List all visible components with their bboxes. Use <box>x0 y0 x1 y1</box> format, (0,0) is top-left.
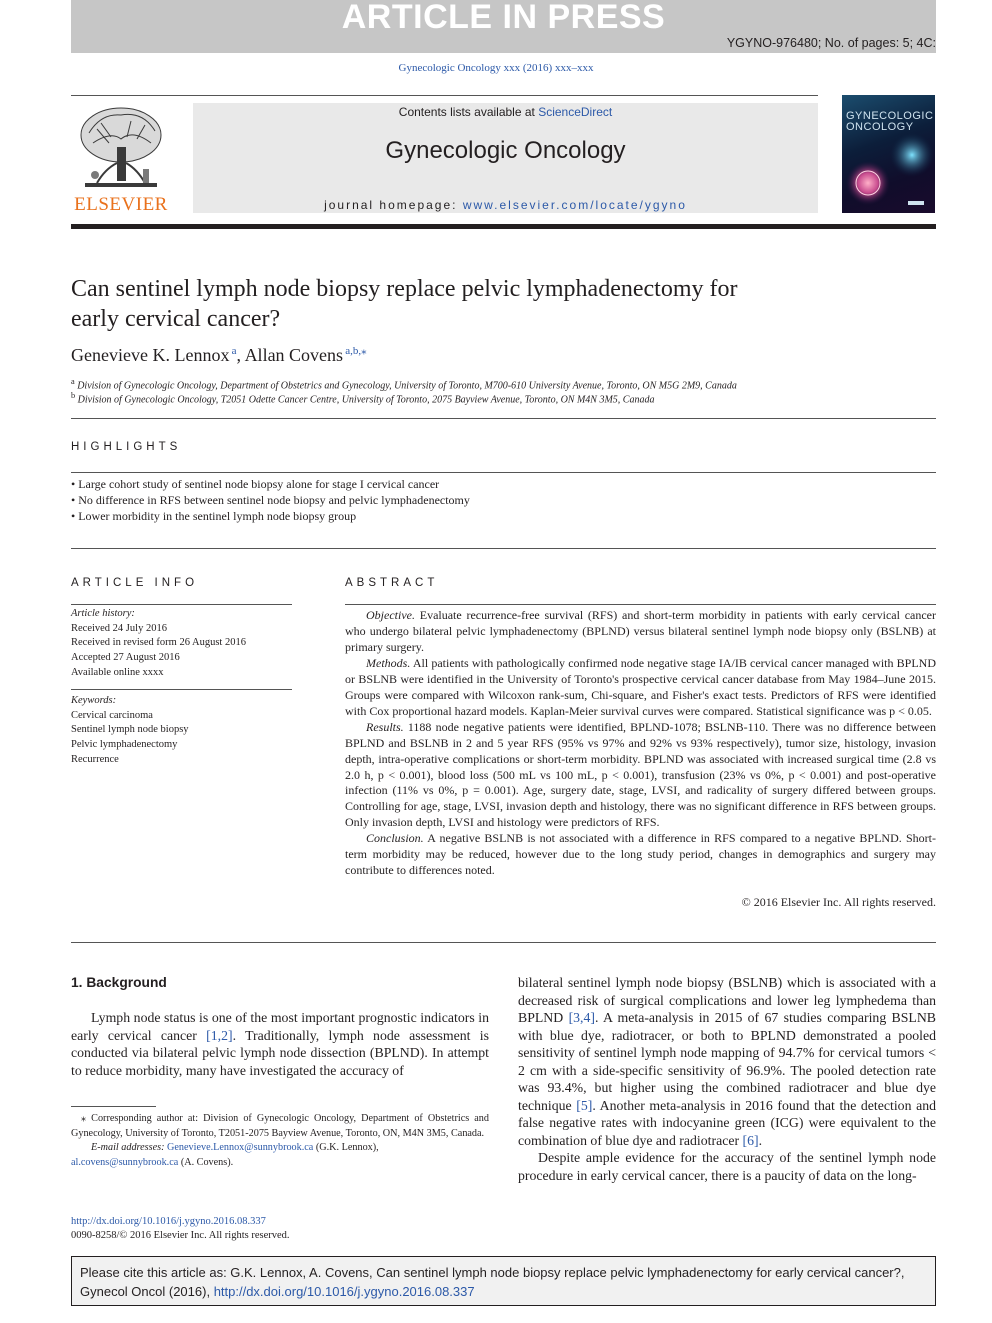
text-run: . <box>758 1132 763 1148</box>
issn-copyright: 0090-8258/© 2016 Elsevier Inc. All rights reserved. <box>71 1230 290 1241</box>
affiliation-a <box>71 377 737 391</box>
footnote-rule <box>71 1106 156 1107</box>
sciencedirect-link[interactable]: ScienceDirect <box>538 105 613 119</box>
results-label: Results. <box>366 719 404 734</box>
citation-doi-link[interactable]: http://dx.doi.org/10.1016/j.ygyno.2016.08.337 <box>213 1284 475 1299</box>
affiliation-a-sup: a <box>71 377 75 386</box>
history-received: Received 24 July 2016 <box>71 622 167 634</box>
journal-cover-image <box>842 95 935 213</box>
keywords-label: Keywords: <box>71 695 117 706</box>
affiliation-b-text: Division of Gynecologic Oncology, T2051 Odette Cancer Centre, University of Toronto, 2075 Bayview Avenue, Toronto, ON M4N 3M5, Canada <box>77 394 655 406</box>
text-run: bilateral sentinel lymph node biopsy (BSLNB) which is associated with a decreased risk of surgical complications and lower leg lymphedema than BPLND <box>518 975 936 1025</box>
author-covens[interactable]: Allan Covens <box>244 345 344 365</box>
cover-title-line-1: GYNECOLOGIC <box>846 110 934 122</box>
corresponding-author-mark[interactable]: ⁎ <box>361 345 367 357</box>
citation-ref[interactable]: [1,2] <box>206 1027 233 1043</box>
masthead-thick-rule <box>71 224 936 229</box>
cover-art <box>842 95 935 213</box>
author2-affiliation-sup[interactable]: a,b, <box>345 345 362 357</box>
abstract-objective <box>345 608 936 656</box>
text-run: Lymph node status is one of the most important prognostic indicators in early cervical cancer <box>71 1010 489 1043</box>
citation-ref[interactable]: [6] <box>742 1132 759 1148</box>
divider <box>345 604 936 605</box>
history-revised: Received in revised form 26 August 2016 <box>71 637 246 649</box>
methods-text: All patients with pathologically confirmed node negative stage IA/IB cervical cancer managed with BPLND or BSLNB were identified in the University of Toronto's prospective cervical cancer database from May 1984–June 2015. Groups were compared with Wilcoxon rank-sum, Chi-square, and Fisher's exact tests. Predictors of RFS were identified with Cox proportional hazard models. Kaplan-Meier survival curves were compared. Statistical significance was p < 0.05. <box>345 655 936 718</box>
section-heading-background: 1. Background <box>71 975 167 990</box>
divider <box>71 604 292 605</box>
keyword: Cervical carcinoma <box>71 709 153 721</box>
author1-affiliation-sup[interactable]: a <box>231 345 237 357</box>
article-in-press-label: ARTICLE IN PRESS <box>341 0 666 36</box>
highlight-item: • No difference in RFS between sentinel node biopsy and pelvic lymphadenectomy <box>71 493 470 507</box>
paragraph <box>518 974 936 1149</box>
affiliation-b <box>71 391 654 405</box>
highlight-item: • Large cohort study of sentinel node biopsy alone for stage I cervical cancer <box>71 477 440 491</box>
email-lennox-owner: (G.K. Lennox), <box>313 1142 379 1153</box>
article-history <box>71 607 246 681</box>
objective-label: Objective. <box>366 608 415 622</box>
body-left-column <box>71 1009 489 1079</box>
keyword: Recurrence <box>71 753 119 765</box>
abstract-results <box>345 720 936 832</box>
divider <box>71 689 292 690</box>
divider <box>71 472 936 473</box>
article-title: Can sentinel lymph node biopsy replace pelvic lymphadenectomy for early cervical cancer? <box>71 276 738 332</box>
paragraph <box>71 1009 489 1079</box>
keyword: Pelvic lymphadenectomy <box>71 739 178 751</box>
affiliation-a-text: Division of Gynecologic Oncology, Department of Obstetrics and Gynecology, University of Toronto, M700-610 University Avenue, Toronto, ON M5G 2M9, Canada <box>77 380 737 392</box>
text-run: . A meta-analysis in 2015 of 67 studies comparing BSLNB with blue dye, radiotracer, or both to BPLND demonstrated a pooled sensitivity of sentinel lymph node mapping of 94.7% for cervical tumors < 2 cm with a side-specific sensitivity of 96.9%. The pooled detection rate was 93.4%, but higher using the combined radiotracer and blue dye technique <box>518 1010 937 1113</box>
conclusion-text: A negative BSLNB is not associated with a difference in RFS compared to a negative BPLND. Short-term morbidity may be reduced, however due to the long study period, changes in demographics and surgery may contribute to differences noted. <box>345 831 936 878</box>
manuscript-meta: YGYNO-976480; No. of pages: 5; 4C: <box>726 36 936 50</box>
paragraph: Despite ample evidence for the accuracy of the sentinel lymph node procedure in early cervical cancer, there is a paucity of data on the long- <box>518 1150 936 1183</box>
email-lennox-link[interactable]: Genevieve.Lennox@sunnybrook.ca <box>167 1142 314 1153</box>
divider <box>71 418 936 419</box>
email-label: E-mail addresses: <box>91 1142 165 1153</box>
body-right-column <box>518 974 936 1184</box>
footnote-star: ⁎ <box>81 1113 87 1124</box>
homepage-prefix: journal homepage: <box>324 198 463 212</box>
objective-text: Evaluate recurrence-free survival (RFS) and short-term morbidity in patients with early cervical cancer who undergo bilateral pelvic lymphadenectomy (BPLND) versus bilateral sentinel lymph node biopsy only (BSLNB) at primary surgery. <box>345 608 936 654</box>
text-run: . Traditionally, lymph node assessment is conducted via bilateral pelvic lymph node dissection (BPLND). In attempt to reduce morbidity, many have investigated the accuracy of <box>71 1027 489 1078</box>
journal-reference-link[interactable]: Gynecologic Oncology xxx (2016) xxx–xxx <box>398 62 594 74</box>
text-run: . Another meta-analysis in 2016 found that the detection and false negative rates with indocyanine green (ICG) were equivalent to the combination of blue dye and radiotracer <box>518 1097 936 1148</box>
abstract-heading: ABSTRACT <box>345 577 439 589</box>
journal-name: Gynecologic Oncology <box>385 137 626 164</box>
citation-text <box>80 1263 930 1301</box>
contents-prefix: Contents lists available at <box>398 105 539 119</box>
article-info-heading: ARTICLE INFO <box>71 577 199 589</box>
cover-title-line-2: ONCOLOGY <box>846 121 914 133</box>
journal-homepage-line <box>193 198 818 212</box>
abstract-methods <box>345 656 936 720</box>
divider <box>71 942 936 943</box>
citation-prefix: Please cite this article as: G.K. Lennox, A. Covens, Can sentinel lymph node biopsy replace pelvic lymphadenectomy for early cervical cancer?, Gynecol Oncol (2016), <box>80 1265 905 1299</box>
history-accepted: Accepted 27 August 2016 <box>71 652 180 664</box>
citation-ref[interactable]: [5] <box>576 1097 593 1113</box>
corresponding-author-note: Corresponding author at: Division of Gynecologic Oncology, Department of Obstetrics and Gynecology, University of Toronto, T2051-2075 Bayview Avenue, Toronto, ON, M4N 3M5, Canada. <box>71 1113 489 1139</box>
footnote <box>71 1112 489 1170</box>
history-online: Available online xxxx <box>71 666 164 678</box>
masthead-top-rule <box>71 95 818 96</box>
author-separator: , <box>236 345 245 365</box>
contents-available-line <box>193 105 818 119</box>
keyword: Sentinel lymph node biopsy <box>71 724 189 736</box>
elsevier-wordmark: ELSEVIER <box>74 194 168 215</box>
keywords-block <box>71 694 189 768</box>
author-lennox[interactable]: Genevieve K. Lennox <box>71 345 230 365</box>
doi-link[interactable]: http://dx.doi.org/10.1016/j.ygyno.2016.08.337 <box>71 1216 266 1227</box>
journal-homepage-link[interactable]: www.elsevier.com/locate/ygyno <box>462 198 687 212</box>
divider <box>71 548 936 549</box>
citation-ref[interactable]: [3,4] <box>568 1010 595 1025</box>
results-text: 1188 node negative patients were identified, BPLND-1078; BSLNB-110. There was no difference between BPLND and BSLNB in 2 and 5 year RFS (95% vs 97% and 92% vs 93% respectively), tumor size, histology, invasion depth, intra-operative complications or short-term morbidity. BPLND was associated with increased surgical time (2.8 vs 2.0 h, p < 0.001), blood loss (500 mL vs 100 mL, p < 0.001), transfusion (23% vs 0%, p < 0.001) and post-operative infection (11% vs 0%, p = 0.001). Age, surgery date, stage, LVSI, and radicality of surgery differed between groups. Controlling for age, stage, LVSI, invasion depth and histology, there was no significant difference in RFS between groups. Only invasion depth, LVSI and histology were predictors of RFS. <box>345 719 936 830</box>
methods-label: Methods. <box>366 655 411 670</box>
abstract-copyright: © 2016 Elsevier Inc. All rights reserved. <box>741 895 936 909</box>
author-list <box>71 344 367 366</box>
affiliation-b-sup: b <box>71 391 76 400</box>
abstract-body <box>345 608 936 879</box>
email-covens-owner: (A. Covens). <box>178 1156 234 1168</box>
conclusion-label: Conclusion. <box>366 831 424 846</box>
highlight-item: • Lower morbidity in the sentinel lymph node biopsy group <box>71 509 357 523</box>
highlights-heading: HIGHLIGHTS <box>71 441 182 453</box>
abstract-conclusion <box>345 831 936 879</box>
email-covens-link[interactable]: al.covens@sunnybrook.ca <box>71 1156 179 1168</box>
article-history-label: Article history: <box>71 608 135 619</box>
